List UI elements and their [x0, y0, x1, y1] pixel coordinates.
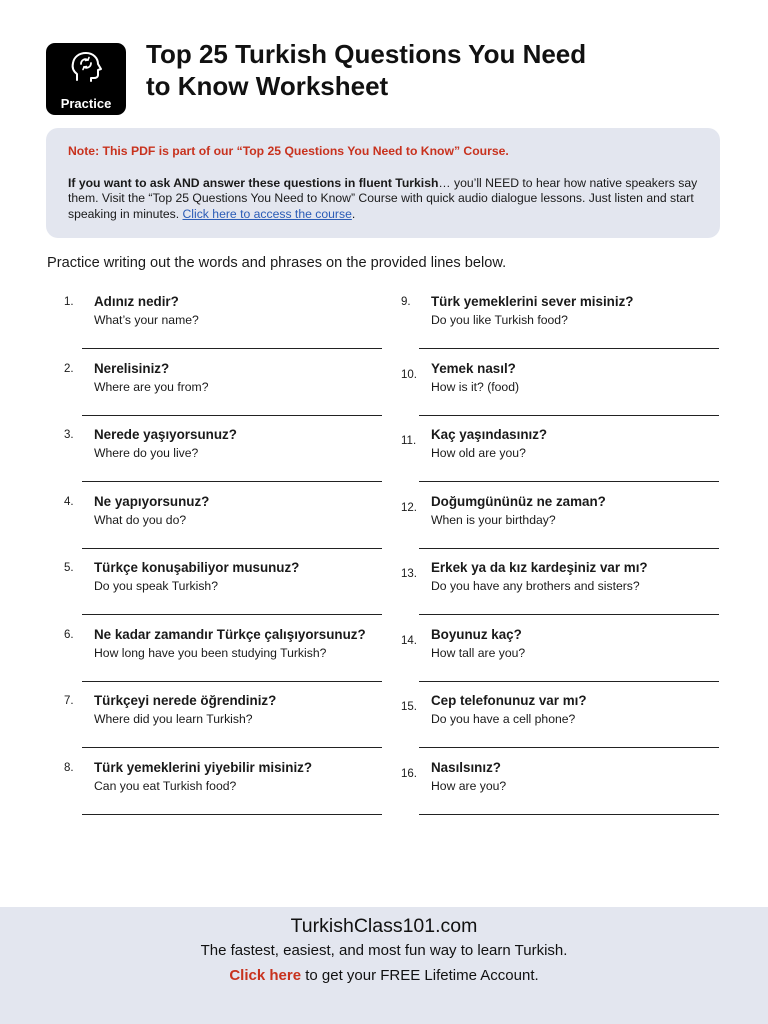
writing-line[interactable] — [82, 614, 382, 615]
question-number: 15. — [401, 701, 417, 713]
english-translation: How is it? (food) — [431, 379, 520, 394]
title-line-2: to Know Worksheet — [146, 71, 389, 101]
note-body-bold: If you want to ask AND answer these questions in fluent Turkish — [68, 175, 439, 190]
question-number: 2. — [64, 362, 74, 375]
turkish-question: Türkçe konuşabiliyor musunuz? — [94, 560, 300, 575]
footer — [0, 907, 768, 1024]
question-item — [64, 560, 364, 626]
question-item — [401, 560, 701, 626]
english-translation: Do you like Turkish food? — [431, 313, 568, 327]
english-translation: Where did you learn Turkish? — [94, 712, 253, 726]
english-translation: How tall are you? — [431, 645, 526, 660]
question-item — [64, 693, 364, 759]
note-body-end: . — [351, 206, 356, 221]
question-item — [401, 760, 701, 826]
writing-line[interactable] — [419, 548, 719, 549]
turkish-question: Nerede yaşıyorsunuz? — [94, 427, 237, 442]
question-item — [64, 760, 364, 826]
writing-line[interactable] — [82, 481, 382, 482]
writing-line[interactable] — [82, 415, 382, 416]
head-brain-icon — [68, 50, 104, 86]
question-number: 12. — [401, 501, 417, 514]
turkish-question: Ne yapıyorsunuz? — [94, 493, 210, 509]
turkish-question: Yemek nasıl? — [431, 360, 516, 376]
practice-logo — [46, 43, 126, 115]
question-number: 7. — [64, 695, 74, 707]
title-line-1: Top 25 Turkish Questions You Need — [146, 39, 587, 69]
writing-line[interactable] — [419, 481, 719, 482]
footer-cta — [0, 967, 768, 984]
english-translation: How are you? — [431, 778, 507, 793]
question-number: 8. — [64, 761, 74, 774]
turkish-question: Kaç yaşındasınız? — [431, 427, 548, 442]
english-translation: When is your birthday? — [431, 512, 556, 527]
footer-cta-text: to get your FREE Lifetime Account. — [301, 967, 539, 984]
page-title — [146, 38, 706, 102]
question-item — [64, 427, 364, 493]
writing-line[interactable] — [419, 747, 719, 748]
question-number: 16. — [401, 767, 417, 780]
question-item — [64, 627, 364, 693]
writing-line[interactable] — [419, 415, 719, 416]
turkish-question: Doğumgününüz ne zaman? — [431, 493, 606, 509]
writing-line[interactable] — [419, 348, 719, 349]
english-translation: Do you speak Turkish? — [94, 579, 218, 593]
question-item — [401, 494, 701, 560]
question-item — [401, 294, 701, 360]
turkish-question: Nerelisiniz? — [94, 360, 170, 376]
turkish-question: Erkek ya da kız kardeşiniz var mı? — [431, 560, 648, 575]
question-item — [64, 494, 364, 560]
question-number: 9. — [401, 296, 411, 308]
writing-line[interactable] — [82, 348, 382, 349]
writing-line[interactable] — [82, 548, 382, 549]
turkish-question: Türk yemeklerini yiyebilir misiniz? — [94, 759, 313, 775]
turkish-question: Türkçeyi nerede öğrendiniz? — [94, 693, 277, 708]
footer-tagline: The fastest, easiest, and most fun way to learn Turkish. — [200, 942, 568, 959]
question-item — [401, 427, 701, 493]
question-number: 3. — [64, 429, 74, 441]
writing-line[interactable] — [82, 814, 382, 815]
question-number: 10. — [401, 368, 417, 381]
question-number: 11. — [401, 435, 417, 447]
note-body — [68, 176, 700, 223]
question-number: 4. — [64, 495, 74, 508]
turkish-question: Ne kadar zamandır Türkçe çalışıyorsunuz? — [94, 626, 366, 642]
question-number: 13. — [401, 568, 417, 580]
turkish-question: Adınız nedir? — [94, 294, 179, 309]
question-item — [401, 693, 701, 759]
turkish-question: Nasılsınız? — [431, 759, 501, 775]
writing-line[interactable] — [419, 814, 719, 815]
question-number: 6. — [64, 628, 74, 641]
english-translation: Where do you live? — [94, 446, 199, 460]
question-number: 5. — [64, 562, 74, 574]
free-account-link[interactable]: Click here — [229, 967, 302, 984]
question-number: 1. — [64, 296, 74, 308]
turkish-question: Cep telefonunuz var mı? — [431, 693, 587, 708]
turkish-question: Türk yemeklerini sever misiniz? — [431, 294, 634, 309]
english-translation: Can you eat Turkish food? — [94, 778, 237, 793]
access-course-link[interactable]: Click here to access the course — [182, 206, 352, 221]
turkish-question: Boyunuz kaç? — [431, 626, 522, 642]
english-translation: What’s your name? — [94, 313, 199, 327]
question-item — [401, 361, 701, 427]
course-note-box — [46, 128, 720, 238]
writing-line[interactable] — [419, 681, 719, 682]
question-number: 14. — [401, 634, 417, 647]
question-item — [64, 294, 364, 360]
note-body-text: … you’ll NEED to hear how native speakers say them. Visit the “Top 25 Questions You Need to Know” Course with quick audio dialogue lessons. Just listen and start speaking in minutes. — [68, 175, 698, 221]
english-translation: What do you do? — [94, 512, 187, 527]
logo-label: Practice — [60, 96, 112, 111]
english-translation: Do you have any brothers and sisters? — [431, 579, 640, 593]
question-item — [64, 361, 364, 427]
instruction-text: Practice writing out the words and phrases on the provided lines below. — [47, 255, 507, 271]
writing-line[interactable] — [82, 747, 382, 748]
footer-site: TurkishClass101.com — [290, 915, 478, 937]
english-translation: Where are you from? — [94, 379, 209, 394]
note-heading: Note: This PDF is part of our “Top 25 Questions You Need to Know” Course. — [68, 144, 509, 158]
english-translation: How old are you? — [431, 446, 526, 460]
english-translation: Do you have a cell phone? — [431, 712, 576, 726]
writing-line[interactable] — [419, 614, 719, 615]
writing-line[interactable] — [82, 681, 382, 682]
question-item — [401, 627, 701, 693]
english-translation: How long have you been studying Turkish? — [94, 645, 327, 660]
